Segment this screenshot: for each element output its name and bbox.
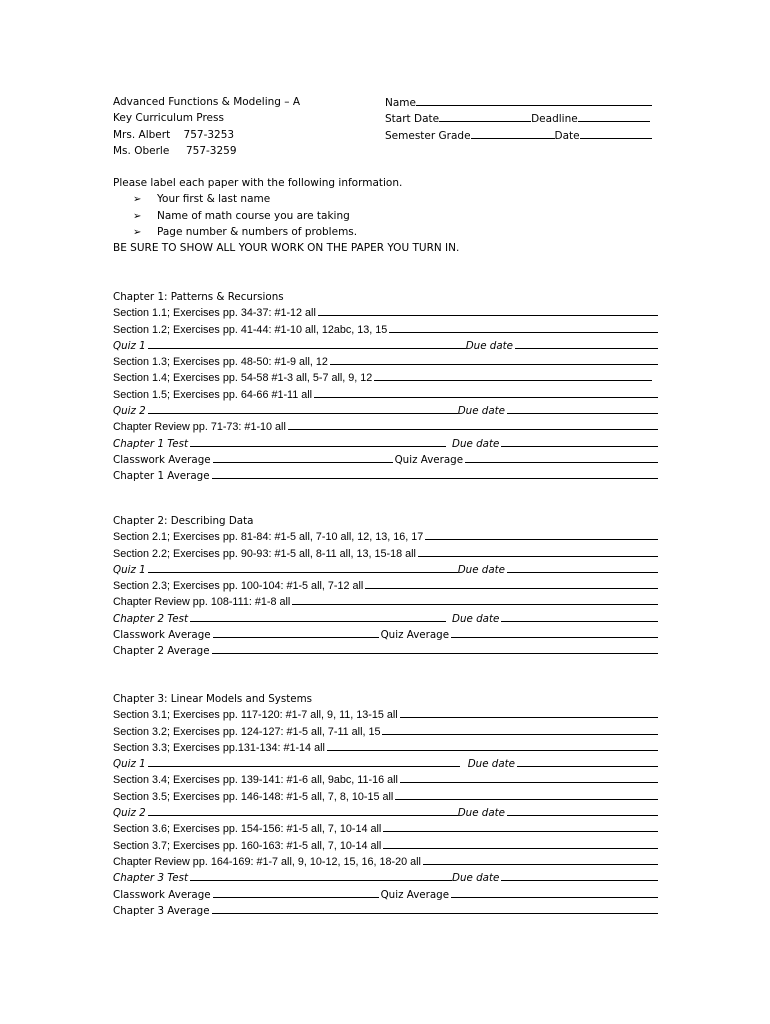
assignment-row: Section 3.7; Exercises pp. 160-163: #1-5 all, 7, 10-14 all (113, 838, 658, 854)
teacher-albert: Mrs. Albert 757-3253 (113, 128, 235, 141)
completion-line[interactable] (389, 322, 658, 333)
chapter-2 (113, 513, 658, 660)
test-line[interactable] (190, 436, 446, 447)
assignment-row: Section 2.2; Exercises pp. 90-93: #1-5 all, 8-11 all, 13, 15-18 all (113, 546, 658, 562)
completion-line[interactable] (288, 419, 658, 430)
quiz-average-line[interactable] (465, 452, 658, 463)
average-row: Classwork Average Quiz Average (113, 887, 658, 903)
test-line[interactable] (190, 870, 452, 881)
quiz-row: Quiz 2 Due date (113, 805, 658, 821)
assignment-row: Chapter Review pp. 108-111: #1-8 all (113, 594, 658, 610)
test-row: Chapter 1 Test Due date (113, 436, 658, 452)
completion-line[interactable] (425, 529, 658, 540)
completion-line[interactable] (365, 578, 658, 589)
assignment-row: Section 3.2; Exercises pp. 124-127: #1-5 all, 7-11 all, 15 (113, 724, 658, 740)
chapter-1 (113, 289, 658, 485)
instruction-bullet: ➢ Name of math course you are taking (113, 208, 673, 224)
instruction-bullet: ➢ Page number & numbers of problems. (113, 224, 673, 240)
student-info (385, 94, 660, 143)
start-date-label: Start Date (385, 113, 440, 126)
name-field[interactable] (416, 94, 652, 106)
chapter-title: Chapter 2: Describing Data (113, 515, 254, 527)
completion-line[interactable] (383, 821, 658, 832)
average-row: Chapter 3 Average (113, 903, 658, 919)
assignment-row: Section 3.5; Exercises pp. 146-148: #1-5 all, 7, 8, 10-15 all (113, 789, 658, 805)
due-date-line[interactable] (515, 338, 658, 349)
due-date-line[interactable] (501, 870, 658, 881)
average-row: Chapter 1 Average (113, 468, 658, 484)
course-info (113, 94, 373, 159)
chapter-average-line[interactable] (212, 468, 658, 479)
classwork-average-line[interactable] (213, 887, 379, 898)
arrow-bullet-icon: ➢ (133, 226, 142, 238)
quiz-line[interactable] (148, 756, 460, 767)
chapter-3 (113, 691, 658, 919)
instructions-emphasis: BE SURE TO SHOW ALL YOUR WORK ON THE PAPER YOU TURN IN. (113, 242, 460, 255)
due-date-line[interactable] (517, 756, 658, 767)
completion-line[interactable] (400, 772, 658, 783)
deadline-label: Deadline (531, 113, 578, 126)
quiz-line[interactable] (148, 805, 458, 816)
quiz-line[interactable] (148, 403, 458, 414)
assignment-row: Chapter Review pp. 164-169: #1-7 all, 9, 10-12, 15, 16, 18-20 all (113, 854, 658, 870)
assignment-row: Section 1.1; Exercises pp. 34-37: #1-12 all (113, 305, 658, 321)
date-field[interactable] (580, 127, 652, 139)
course-title: Advanced Functions & Modeling – A (113, 96, 301, 108)
quiz-average-line[interactable] (451, 887, 658, 898)
deadline-field[interactable] (578, 110, 650, 122)
completion-line[interactable] (382, 724, 658, 735)
test-line[interactable] (190, 611, 446, 622)
chapter-title: Chapter 1: Patterns & Recursions (113, 291, 284, 303)
average-row: Chapter 2 Average (113, 643, 658, 659)
completion-line[interactable] (383, 838, 658, 849)
classwork-average-line[interactable] (213, 452, 393, 463)
completion-line[interactable] (318, 305, 658, 316)
test-row: Chapter 2 Test Due date (113, 611, 658, 627)
instruction-bullet: ➢ Your first & last name (113, 191, 673, 207)
due-date-line[interactable] (507, 403, 658, 414)
quiz-row: Quiz 1 Due date (113, 562, 658, 578)
quiz-line[interactable] (148, 562, 458, 573)
completion-line[interactable] (314, 387, 658, 398)
assignment-row: Section 2.1; Exercises pp. 81-84: #1-5 all, 7-10 all, 12, 13, 16, 17 (113, 529, 658, 545)
chapter-title: Chapter 3: Linear Models and Systems (113, 693, 312, 705)
quiz-line[interactable] (148, 338, 466, 349)
arrow-bullet-icon: ➢ (133, 194, 142, 206)
due-date-line[interactable] (501, 436, 658, 447)
arrow-bullet-icon: ➢ (133, 210, 142, 222)
due-date-line[interactable] (507, 805, 658, 816)
classwork-average-line[interactable] (213, 627, 379, 638)
average-row: Classwork Average Quiz Average (113, 627, 658, 643)
completion-line[interactable] (374, 370, 652, 381)
instructions-intro: Please label each paper with the following information. (113, 177, 403, 189)
completion-line[interactable] (292, 594, 658, 605)
average-row: Classwork Average Quiz Average (113, 452, 658, 468)
assignment-row: Chapter Review pp. 71-73: #1-10 all (113, 419, 658, 435)
publisher: Key Curriculum Press (113, 112, 224, 125)
name-label: Name (385, 97, 416, 109)
assignment-row: Section 2.3; Exercises pp. 100-104: #1-5 all, 7-12 all (113, 578, 658, 594)
quiz-row: Quiz 1 Due date (113, 756, 658, 772)
completion-line[interactable] (418, 546, 658, 557)
completion-line[interactable] (423, 854, 658, 865)
assignment-row: Section 1.4; Exercises pp. 54-58 #1-3 all, 5-7 all, 9, 12 (113, 370, 658, 386)
assignment-row: Section 3.6; Exercises pp. 154-156: #1-5 all, 7, 10-14 all (113, 821, 658, 837)
completion-line[interactable] (395, 789, 658, 800)
assignment-row: Section 3.4; Exercises pp. 139-141: #1-6 all, 9abc, 11-16 all (113, 772, 658, 788)
semester-grade-field[interactable] (471, 127, 555, 139)
due-date-line[interactable] (507, 562, 658, 573)
completion-line[interactable] (327, 740, 658, 751)
assignment-row: Section 3.3; Exercises pp.131-134: #1-14 all (113, 740, 658, 756)
instructions (113, 175, 673, 256)
date-label: Date (554, 129, 580, 142)
assignment-row: Section 1.3; Exercises pp. 48-50: #1-9 all, 12 (113, 354, 658, 370)
test-row: Chapter 3 Test Due date (113, 870, 658, 886)
teacher-oberle: Ms. Oberle 757-3259 (113, 144, 237, 157)
semester-grade-label: Semester Grade (385, 129, 471, 142)
start-date-field[interactable] (439, 110, 531, 122)
due-date-line[interactable] (501, 611, 658, 622)
quiz-row: Quiz 2 Due date (113, 403, 658, 419)
assignment-row: Section 1.2; Exercises pp. 41-44: #1-10 all, 12abc, 13, 15 (113, 322, 658, 338)
quiz-average-line[interactable] (451, 627, 658, 638)
completion-line[interactable] (400, 707, 658, 718)
quiz-row: Quiz 1 Due date (113, 338, 658, 354)
chapter-average-line[interactable] (212, 643, 658, 654)
assignment-row: Section 1.5; Exercises pp. 64-66 #1-11 all (113, 387, 658, 403)
completion-line[interactable] (330, 354, 658, 365)
assignment-row: Section 3.1; Exercises pp. 117-120: #1-7 all, 9, 11, 13-15 all (113, 707, 658, 723)
chapter-average-line[interactable] (212, 903, 658, 914)
